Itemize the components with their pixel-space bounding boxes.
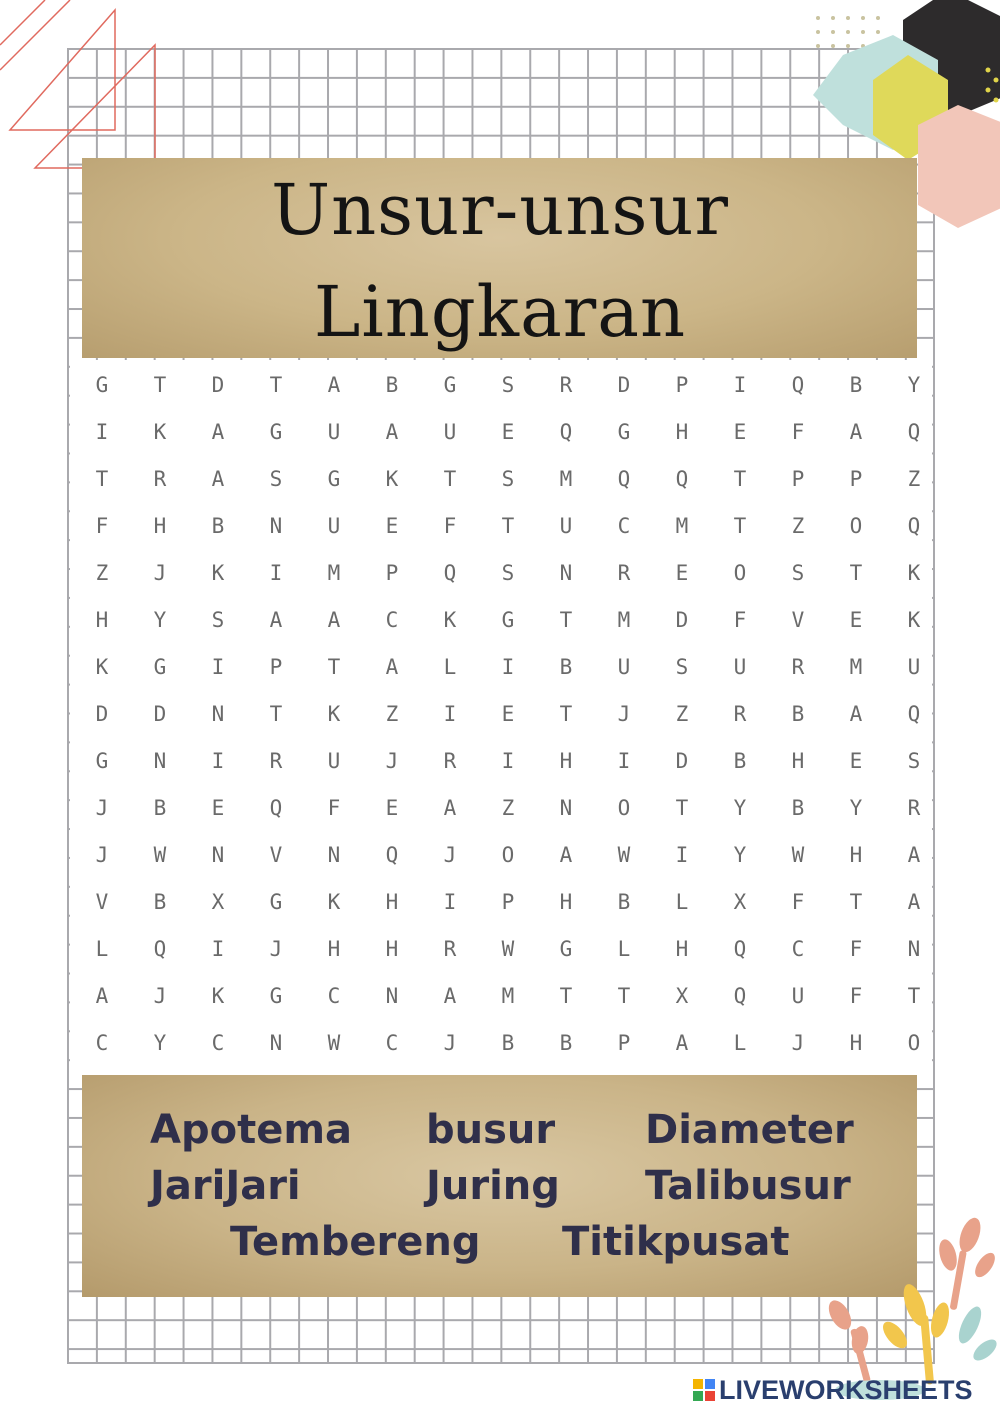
grid-letter[interactable]: S [907,749,921,773]
grid-row [73,691,943,738]
grid-letter[interactable]: W [327,1031,341,1055]
liveworksheets-logo-icon [693,1379,715,1401]
grid-letter[interactable]: X [675,984,689,1008]
grid-letter[interactable]: F [791,420,805,444]
grid-letter[interactable]: S [501,467,515,491]
grid-letter[interactable]: U [791,984,805,1008]
grid-letter[interactable]: P [675,373,689,397]
grid-letter[interactable]: R [617,561,631,585]
grid-letter[interactable]: M [327,561,341,585]
word-tembereng: Tembereng [230,1219,481,1265]
grid-letter[interactable]: D [153,702,167,726]
grid-letter[interactable]: Y [153,608,167,632]
grid-letter[interactable]: C [211,1031,225,1055]
grid-letter[interactable]: T [733,514,747,538]
grid-letter[interactable]: U [907,655,921,679]
grid-letter[interactable]: T [849,890,863,914]
grid-letter[interactable]: O [907,1031,921,1055]
grid-letter[interactable]: N [211,702,225,726]
grid-letter[interactable]: Q [385,843,399,867]
grid-letter[interactable]: B [211,514,225,538]
grid-letter[interactable]: A [907,890,921,914]
grid-letter[interactable]: A [211,420,225,444]
grid-letter[interactable]: O [733,561,747,585]
grid-letter[interactable]: A [385,420,399,444]
grid-row [73,973,943,1020]
grid-letter[interactable]: S [501,561,515,585]
grid-letter[interactable]: N [211,843,225,867]
grid-letter[interactable]: X [733,890,747,914]
grid-letter[interactable]: B [559,1031,573,1055]
grid-letter[interactable]: L [617,937,631,961]
grid-letter[interactable]: I [269,561,283,585]
grid-letter[interactable]: U [443,420,457,444]
grid-letter[interactable]: K [327,702,341,726]
grid-letter[interactable]: T [733,467,747,491]
grid-letter[interactable]: E [501,420,515,444]
grid-letter[interactable]: I [733,373,747,397]
grid-letter[interactable]: I [443,890,457,914]
grid-letter[interactable]: Y [733,843,747,867]
grid-row [73,926,943,973]
grid-letter[interactable]: A [849,420,863,444]
grid-letter[interactable]: Q [733,984,747,1008]
grid-letter[interactable]: G [559,937,573,961]
grid-letter[interactable]: Z [385,702,399,726]
brand-text: LIVEWORKSHEETS [719,1374,973,1405]
grid-letter[interactable]: B [849,373,863,397]
grid-letter[interactable]: N [327,843,341,867]
grid-letter[interactable]: E [849,749,863,773]
grid-letter[interactable]: Y [153,1031,167,1055]
grid-letter[interactable]: G [443,373,457,397]
grid-letter[interactable]: H [385,890,399,914]
grid-letter[interactable]: S [675,655,689,679]
grid-letter[interactable]: K [385,467,399,491]
grid-letter[interactable]: T [269,373,283,397]
grid-letter[interactable]: T [559,702,573,726]
grid-letter[interactable]: S [211,608,225,632]
grid-letter[interactable]: T [327,655,341,679]
grid-letter[interactable]: K [907,561,921,585]
grid-letter[interactable]: W [153,843,167,867]
grid-letter[interactable]: C [327,984,341,1008]
grid-letter[interactable]: F [443,514,457,538]
grid-letter[interactable]: A [327,373,341,397]
grid-letter[interactable]: F [849,937,863,961]
grid-letter[interactable]: F [95,514,109,538]
grid-letter[interactable]: R [791,655,805,679]
grid-letter[interactable]: T [269,702,283,726]
grid-letter[interactable]: J [95,843,109,867]
grid-letter[interactable]: Z [907,467,921,491]
word-diameter: Diameter [645,1107,854,1153]
grid-row [73,785,943,832]
grid-letter[interactable]: J [153,561,167,585]
grid-letter[interactable]: L [733,1031,747,1055]
grid-letter[interactable]: O [849,514,863,538]
grid-letter[interactable]: Q [559,420,573,444]
grid-letter[interactable]: A [95,984,109,1008]
grid-letter[interactable]: H [675,420,689,444]
grid-letter[interactable]: V [269,843,283,867]
grid-letter[interactable]: T [95,467,109,491]
grid-row [73,503,943,550]
grid-row [73,456,943,503]
grid-letter[interactable]: C [95,1031,109,1055]
grid-row [73,597,943,644]
grid-letter[interactable]: J [443,843,457,867]
grid-letter[interactable]: A [269,608,283,632]
grid-letter[interactable]: R [269,749,283,773]
grid-letter[interactable]: U [327,749,341,773]
grid-letter[interactable]: T [675,796,689,820]
grid-letter[interactable]: E [675,561,689,585]
grid-letter[interactable]: Q [907,702,921,726]
grid-letter[interactable]: F [733,608,747,632]
grid-row [73,644,943,691]
grid-letter[interactable]: Q [617,467,631,491]
grid-letter[interactable]: F [849,984,863,1008]
grid-letter[interactable]: I [211,937,225,961]
grid-letter[interactable]: K [327,890,341,914]
grid-letter[interactable]: B [153,890,167,914]
grid-row [73,409,943,456]
grid-letter[interactable]: O [501,843,515,867]
grid-letter[interactable]: J [385,749,399,773]
grid-letter[interactable]: P [501,890,515,914]
word-titikpusat: Titikpusat [562,1219,790,1265]
grid-row [73,1020,943,1067]
grid-letter[interactable]: W [791,843,805,867]
grid-letter[interactable]: S [501,373,515,397]
grid-letter[interactable]: T [907,984,921,1008]
grid-letter[interactable]: Q [443,561,457,585]
grid-letter[interactable]: H [95,608,109,632]
grid-letter[interactable]: H [153,514,167,538]
grid-letter[interactable]: B [791,796,805,820]
grid-letter[interactable]: Z [675,702,689,726]
grid-letter[interactable]: G [269,420,283,444]
grid-letter[interactable]: W [617,843,631,867]
grid-letter[interactable]: V [95,890,109,914]
grid-letter[interactable]: Q [153,937,167,961]
grid-letter[interactable]: I [501,749,515,773]
grid-letter[interactable]: B [153,796,167,820]
grid-letter[interactable]: J [153,984,167,1008]
grid-letter[interactable]: A [849,702,863,726]
page-title-line-2: Lingkaran [313,271,687,353]
grid-letter[interactable]: N [559,796,573,820]
grid-letter[interactable]: K [95,655,109,679]
grid-letter[interactable]: H [791,749,805,773]
grid-letter[interactable]: L [443,655,457,679]
grid-letter[interactable]: Y [733,796,747,820]
grid-letter[interactable]: U [327,420,341,444]
grid-letter[interactable]: N [153,749,167,773]
grid-letter[interactable]: T [501,514,515,538]
grid-row [73,362,943,409]
grid-letter[interactable]: I [501,655,515,679]
word-talibusur: Talibusur [645,1163,851,1209]
word-juring: Juring [426,1163,560,1209]
grid-letter[interactable]: J [443,1031,457,1055]
grid-letter[interactable]: C [617,514,631,538]
grid-letter[interactable]: U [559,514,573,538]
grid-letter[interactable]: A [907,843,921,867]
grid-letter[interactable]: P [791,467,805,491]
grid-letter[interactable]: G [95,749,109,773]
grid-letter[interactable]: N [269,514,283,538]
grid-letter[interactable]: P [269,655,283,679]
grid-letter[interactable]: M [849,655,863,679]
grid-letter[interactable]: K [211,561,225,585]
grid-row [73,550,943,597]
red-triangles-decoration [0,0,170,175]
grid-letter[interactable]: X [211,890,225,914]
grid-letter[interactable]: E [385,796,399,820]
grid-row [73,832,943,879]
grid-letter[interactable]: A [327,608,341,632]
grid-letter[interactable]: H [385,937,399,961]
grid-letter[interactable]: R [443,937,457,961]
grid-letter[interactable]: S [791,561,805,585]
grid-letter[interactable]: D [675,749,689,773]
grid-letter[interactable]: Z [95,561,109,585]
grid-letter[interactable]: C [791,937,805,961]
grid-letter[interactable]: Z [501,796,515,820]
grid-letter[interactable]: P [385,561,399,585]
grid-letter[interactable]: A [559,843,573,867]
grid-letter[interactable]: H [675,937,689,961]
grid-letter[interactable]: W [501,937,515,961]
grid-letter[interactable]: M [559,467,573,491]
grid-letter[interactable]: R [559,373,573,397]
grid-letter[interactable]: D [95,702,109,726]
grid-letter[interactable]: P [849,467,863,491]
word-apotema: Apotema [150,1107,352,1153]
grid-letter[interactable]: A [443,796,457,820]
grid-letter[interactable]: U [617,655,631,679]
grid-letter[interactable]: K [907,608,921,632]
grid-letter[interactable]: J [791,1031,805,1055]
page-title-line-1: Unsur-unsur [271,169,729,251]
grid-letter[interactable]: R [443,749,457,773]
grid-letter[interactable]: B [617,890,631,914]
grid-letter[interactable]: Q [791,373,805,397]
grid-letter[interactable]: P [617,1031,631,1055]
grid-letter[interactable]: H [849,1031,863,1055]
grid-letter[interactable]: E [501,702,515,726]
word-busur: busur [426,1107,556,1153]
grid-letter[interactable]: F [791,890,805,914]
grid-letter[interactable]: G [501,608,515,632]
word-jarijari: JariJari [150,1163,301,1209]
grid-letter[interactable]: C [385,608,399,632]
grid-letter[interactable]: K [443,608,457,632]
grid-letter[interactable]: Q [733,937,747,961]
grid-letter[interactable]: F [327,796,341,820]
grid-letter[interactable]: T [849,561,863,585]
grid-letter[interactable]: A [385,655,399,679]
grid-letter[interactable]: M [501,984,515,1008]
grid-letter[interactable]: H [559,890,573,914]
grid-letter[interactable]: I [211,749,225,773]
grid-letter[interactable]: E [733,420,747,444]
grid-letter[interactable]: N [269,1031,283,1055]
grid-letter[interactable]: O [617,796,631,820]
grid-letter[interactable]: B [791,702,805,726]
grid-letter[interactable]: D [617,373,631,397]
grid-letter[interactable]: I [617,749,631,773]
grid-letter[interactable]: E [849,608,863,632]
grid-letter[interactable]: Q [675,467,689,491]
grid-letter[interactable]: Y [849,796,863,820]
grid-letter[interactable]: G [153,655,167,679]
grid-letter[interactable]: N [385,984,399,1008]
grid-letter[interactable]: H [559,749,573,773]
grid-letter[interactable]: M [675,514,689,538]
grid-letter[interactable]: V [791,608,805,632]
grid-letter[interactable]: J [617,702,631,726]
grid-letter[interactable]: Q [907,514,921,538]
grid-letter[interactable]: Z [791,514,805,538]
grid-letter[interactable]: U [327,514,341,538]
grid-letter[interactable]: C [385,1031,399,1055]
grid-letter[interactable]: T [443,467,457,491]
grid-letter[interactable]: R [153,467,167,491]
grid-letter[interactable]: G [327,467,341,491]
grid-row [73,738,943,785]
grid-letter[interactable]: D [211,373,225,397]
grid-letter[interactable]: G [269,984,283,1008]
grid-letter[interactable]: S [269,467,283,491]
grid-letter[interactable]: E [211,796,225,820]
grid-letter[interactable]: T [559,608,573,632]
grid-letter[interactable]: G [617,420,631,444]
grid-letter[interactable]: B [559,655,573,679]
grid-letter[interactable]: J [95,796,109,820]
grid-letter[interactable]: H [327,937,341,961]
grid-letter[interactable]: N [907,937,921,961]
grid-letter[interactable]: Y [907,373,921,397]
brand-footer[interactable] [693,1372,973,1408]
grid-letter[interactable]: I [211,655,225,679]
grid-letter[interactable]: B [501,1031,515,1055]
grid-letter[interactable]: T [559,984,573,1008]
grid-letter[interactable]: I [95,420,109,444]
grid-letter[interactable]: U [733,655,747,679]
grid-letter[interactable]: Q [269,796,283,820]
grid-letter[interactable]: R [733,702,747,726]
grid-letter[interactable]: B [733,749,747,773]
grid-letter[interactable]: L [675,890,689,914]
grid-letter[interactable]: K [211,984,225,1008]
grid-letter[interactable]: T [617,984,631,1008]
grid-letter[interactable]: L [95,937,109,961]
grid-letter[interactable]: G [95,373,109,397]
grid-letter[interactable]: E [385,514,399,538]
grid-letter[interactable]: H [849,843,863,867]
grid-letter[interactable]: A [211,467,225,491]
grid-letter[interactable]: I [443,702,457,726]
grid-letter[interactable]: G [269,890,283,914]
grid-letter[interactable]: D [675,608,689,632]
grid-letter[interactable]: A [675,1031,689,1055]
grid-letter[interactable]: B [385,373,399,397]
word-search-grid[interactable] [73,362,943,1067]
grid-letter[interactable]: T [153,373,167,397]
grid-letter[interactable]: I [675,843,689,867]
grid-letter[interactable]: A [443,984,457,1008]
grid-letter[interactable]: Q [907,420,921,444]
grid-row [73,879,943,926]
grid-letter[interactable]: K [153,420,167,444]
grid-letter[interactable]: J [269,937,283,961]
grid-letter[interactable]: M [617,608,631,632]
grid-letter[interactable]: N [559,561,573,585]
grid-letter[interactable]: R [907,796,921,820]
